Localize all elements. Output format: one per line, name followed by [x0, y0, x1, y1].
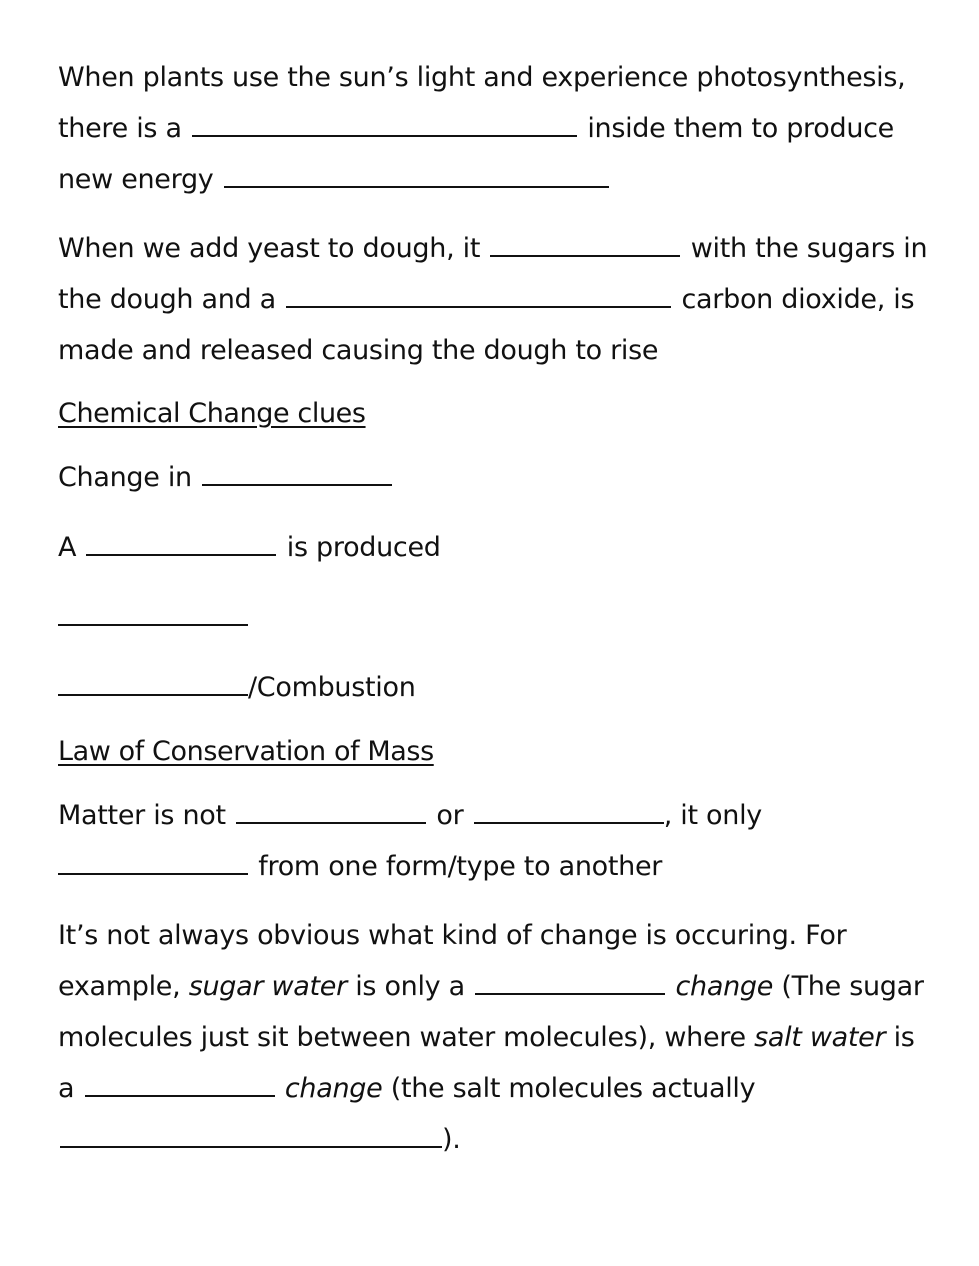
clue-item-2-blank[interactable] [86, 553, 276, 556]
example-em-salt-water: salt water [754, 1022, 886, 1053]
photosynthesis-blank-1[interactable] [192, 134, 577, 137]
yeast-text-3: carbon dioxide, is made and released causing the dough to rise [58, 284, 915, 366]
example-blank-1[interactable] [475, 992, 665, 995]
example-em-sugar-water: sugar water [188, 971, 347, 1002]
yeast-text-2: with the sugars in the dough and a [58, 233, 928, 315]
example-paragraph [58, 910, 928, 1165]
clue-item-4-blank[interactable] [58, 693, 248, 696]
example-em-change-2: change [284, 1073, 383, 1104]
worksheet-page [58, 52, 928, 1183]
clue-item-1-blank[interactable] [202, 483, 392, 486]
yeast-paragraph [58, 223, 928, 376]
law-of-conservation-heading: Law of Conservation of Mass [58, 736, 434, 767]
law-text-4: from one form/type to another [258, 851, 663, 882]
example-text-4: is a [58, 1022, 915, 1104]
photosynthesis-paragraph [58, 52, 928, 205]
law-paragraph [58, 790, 928, 892]
example-blank-3[interactable] [60, 1145, 442, 1148]
example-em-change-1: change [675, 971, 774, 1002]
clue-item-2-prefix: A [58, 532, 77, 563]
yeast-blank-1[interactable] [490, 254, 680, 257]
example-text-5: (the salt molecules actually [390, 1073, 756, 1104]
example-text-6: ). [442, 1124, 461, 1155]
yeast-blank-2[interactable] [286, 305, 671, 308]
example-text-2: is only a [355, 971, 465, 1002]
law-blank-1[interactable] [236, 821, 426, 824]
example-text-1: It’s not always obvious what kind of change is occuring. For example, [58, 920, 847, 1002]
clue-item-3 [58, 592, 928, 643]
clue-item-1 [58, 452, 928, 503]
photosynthesis-blank-2[interactable] [224, 185, 609, 188]
example-blank-2[interactable] [85, 1094, 275, 1097]
law-text-3: , it only [663, 800, 762, 831]
example-text-3: (The sugar molecules just sit between water molecules), where [58, 971, 924, 1053]
clue-item-2-suffix: is produced [286, 532, 441, 563]
law-blank-2[interactable] [474, 821, 664, 824]
photosynthesis-text-1: When plants use the sun’s light and experience photosynthesis, there is a [58, 62, 906, 144]
clue-item-2 [58, 522, 928, 573]
law-blank-3[interactable] [58, 872, 248, 875]
chemical-change-clues-heading: Chemical Change clues [58, 398, 366, 429]
photosynthesis-text-2: inside them to produce new energy [58, 113, 894, 195]
clue-item-3-blank[interactable] [58, 623, 248, 626]
clue-item-4 [58, 662, 928, 713]
law-text-2: or [436, 800, 464, 831]
law-text-1: Matter is not [58, 800, 226, 831]
clue-item-4-suffix: /Combustion [248, 672, 416, 703]
yeast-text-1: When we add yeast to dough, it [58, 233, 481, 264]
clue-item-1-text: Change in [58, 462, 192, 493]
